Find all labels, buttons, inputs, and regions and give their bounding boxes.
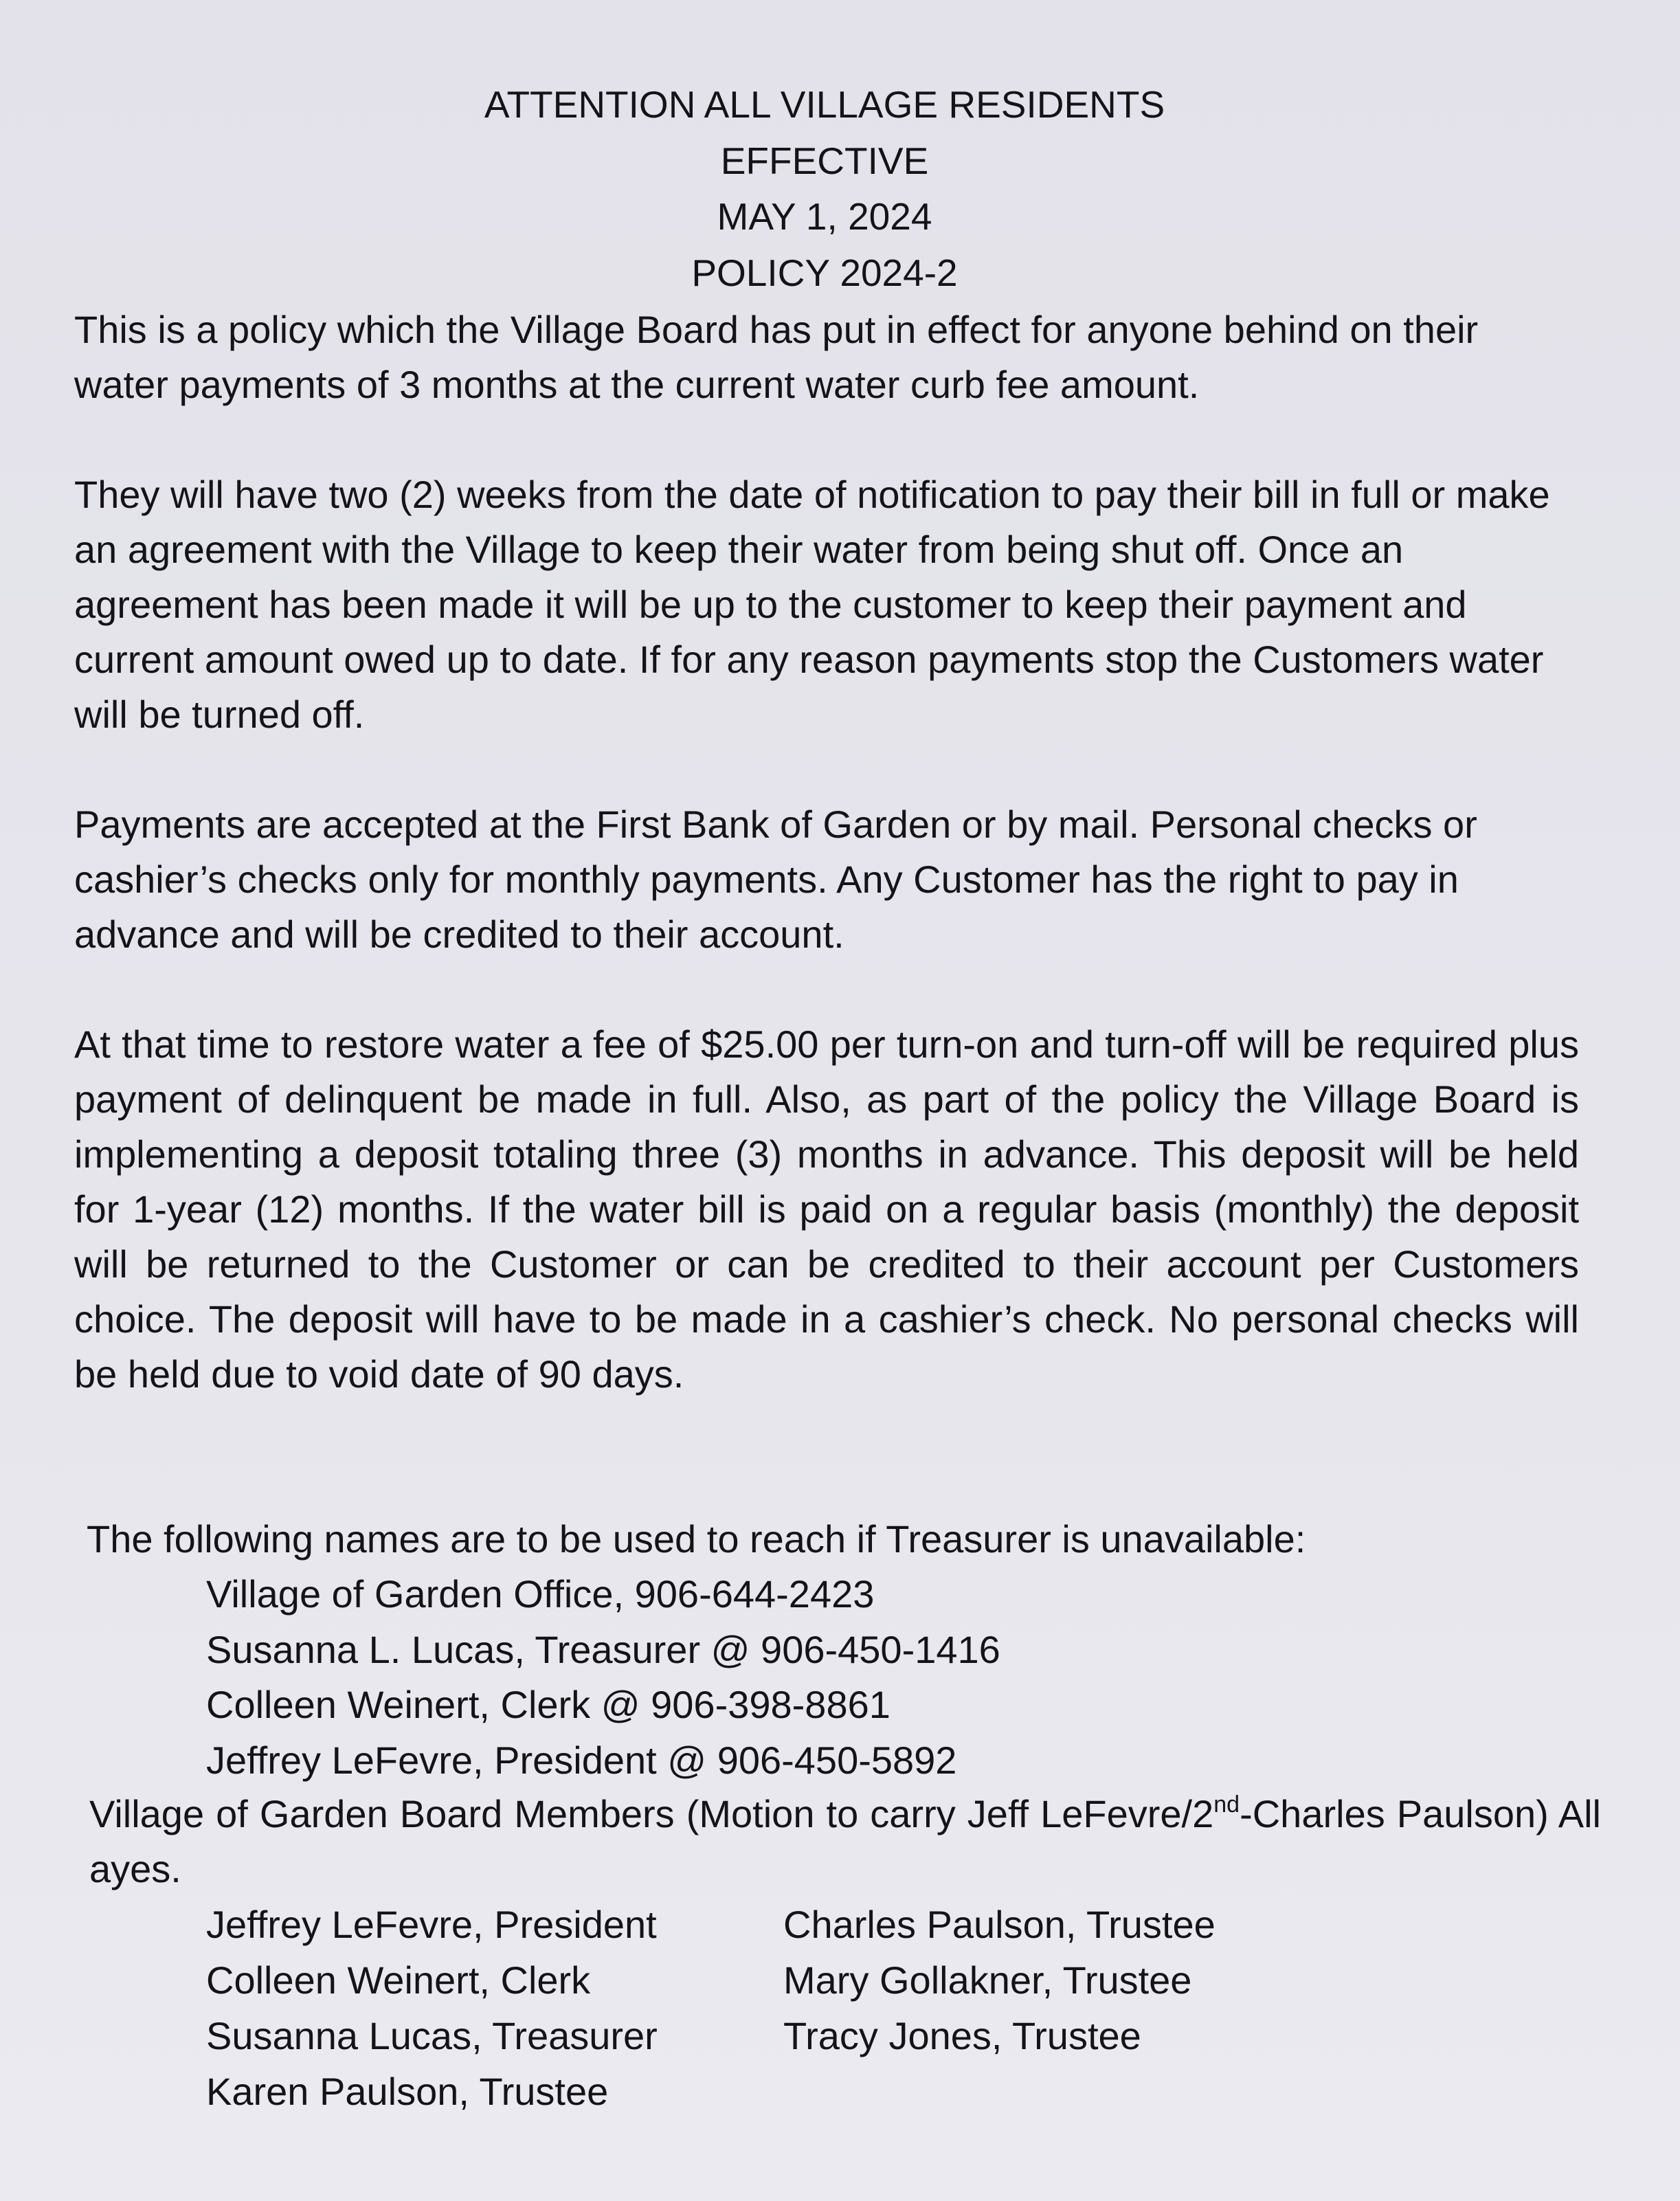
board-member: Charles Paulson, Trustee	[783, 1903, 1216, 1946]
board-member: Jeffrey LeFevre, President	[206, 1903, 657, 1946]
contact-item: Susanna L. Lucas, Treasurer @ 906-450-1416	[206, 1627, 1000, 1671]
motion-ordinal-suffix: nd	[1213, 1791, 1240, 1818]
notice-header	[0, 77, 1649, 301]
header-policy-number: POLICY 2024-2	[691, 251, 958, 294]
contact-list	[206, 1567, 1000, 1788]
restore-paragraph: At that time to restore water a fee of $25.00 per turn-on and turn-off will be required plus payment of delinquent be made in full. Also, as part of the policy the Village Board is implementing a deposit totaling three (3) months in advance. This deposit will be held for 1-year (12) months. If the water bill is paid on a regular basis (monthly) the deposit will be returned to the Customer or can be credited to their account per Customers choice. The deposit will have to be made in a cashier’s check. No personal checks will be held due to void date of 90 days.	[74, 1023, 1579, 1396]
board-member: Colleen Weinert, Clerk	[206, 1958, 591, 2002]
header-effective: EFFECTIVE	[720, 139, 929, 182]
board-members-column-2	[783, 1897, 1216, 2064]
contacts-intro: The following names are to be used to reach if Treasurer is unavailable:	[87, 1517, 1306, 1561]
contact-item: Village of Garden Office, 906-644-2423	[206, 1572, 875, 1616]
board-motion	[89, 1787, 1601, 1897]
contact-item: Colleen Weinert, Clerk @ 906-398-8861	[206, 1683, 891, 1726]
header-title: ATTENTION ALL VILLAGE RESIDENTS	[484, 83, 1165, 126]
contact-item: Jeffrey LeFevre, President @ 906-450-5892	[206, 1738, 957, 1782]
header-date: MAY 1, 2024	[717, 195, 932, 238]
notification-paragraph: They will have two (2) weeks from the date of notification to pay their bill in full or make an agreement with the Village to keep their water from being shut off. Once an agreement has been made it will be up to the customer to keep their payment and current amount owed up to date. If for any reason payments stop the Customers water will be turned off.	[74, 473, 1550, 736]
motion-text-end: -Charles Paulson) All ayes.	[89, 1792, 1602, 1890]
intro-paragraph: This is a policy which the Village Board has put in effect for anyone behind on their water payments of 3 months at the current water curb fee amount.	[74, 308, 1479, 406]
board-member: Mary Gollakner, Trustee	[783, 1958, 1192, 2002]
board-member: Susanna Lucas, Treasurer	[206, 2014, 658, 2057]
payments-paragraph: Payments are accepted at the First Bank of Garden or by mail. Personal checks or cashier’s checks only for monthly payments. Any Customer has the right to pay in advance and will be credited to their account.	[74, 803, 1477, 956]
board-member: Tracy Jones, Trustee	[783, 2014, 1141, 2057]
motion-text-start: Village of Garden Board Members (Motion to carry Jeff LeFevre/2	[89, 1792, 1214, 1835]
board-members-column-1	[206, 1897, 658, 2119]
board-member: Karen Paulson, Trustee	[206, 2070, 609, 2113]
